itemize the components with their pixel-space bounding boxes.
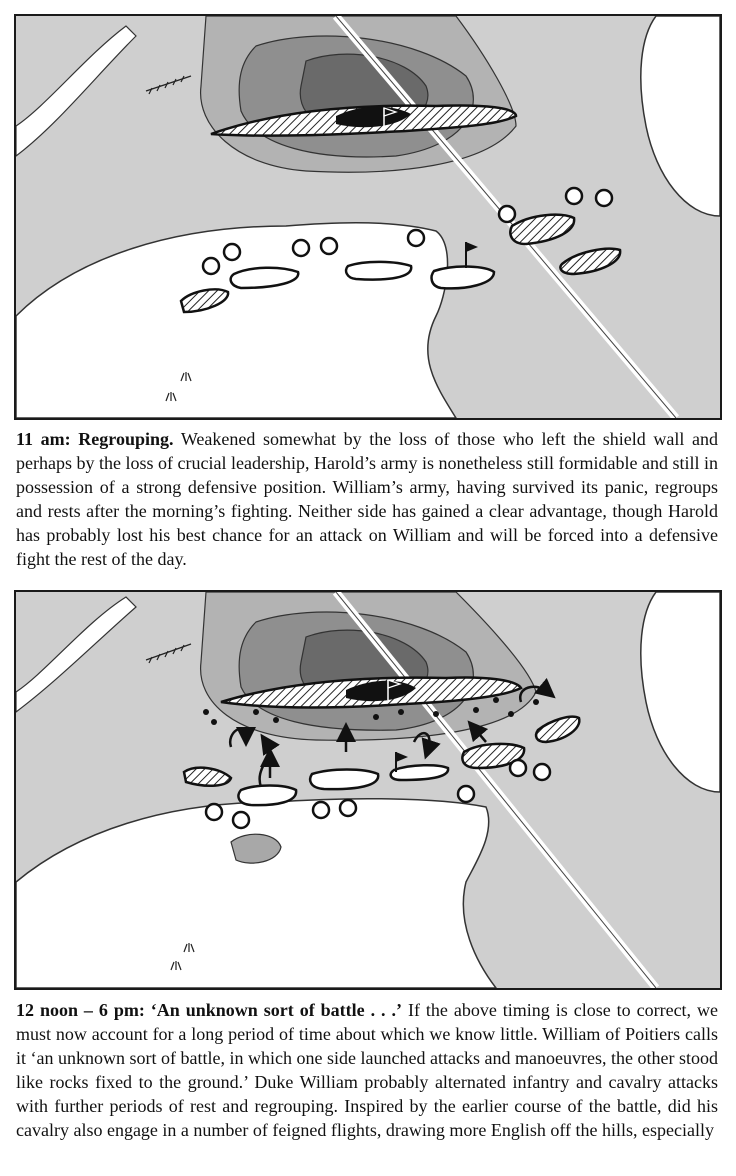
norman-unit: [238, 786, 296, 806]
norman-unit: [510, 215, 574, 244]
movement-arrow: [260, 742, 269, 787]
caption-title: 12 noon – 6 pm: ‘An unknown sort of battle . . .’: [16, 1000, 402, 1020]
caption-title: 11 am: Regrouping.: [16, 429, 174, 449]
battle-map-11am: [16, 16, 720, 418]
banner-flag-icon: [466, 242, 478, 268]
caption-regrouping: [16, 427, 718, 571]
norman-unit: [560, 249, 620, 274]
caption-unknown-battle: [16, 998, 718, 1142]
norman-unit: [536, 717, 579, 742]
norman-unit: [184, 768, 231, 786]
battle-map-noon-6pm: [16, 592, 720, 988]
norman-unit: [346, 262, 411, 280]
movement-arrow: [230, 729, 246, 747]
lowland-west: [16, 597, 136, 712]
lowland-south: [16, 799, 496, 988]
lowland-east: [641, 592, 720, 792]
map-panel-regrouping: [14, 14, 722, 420]
norman-unit: [432, 267, 494, 289]
norman-unit: [310, 770, 378, 790]
caption-text: If the above timing is close to correct, we must now account for a long period of time about which we know little. William of Poitiers calls it ‘an unknown sort of battle, in which one side launched attacks and manoeuvres, the other stood like rocks fixed to the ground.’ Duke William probably alternated infantry and cavalry attacks with further periods of rest and regrouping. Inspired by the earlier course of the battle, did his cavalry also engage in a number of feigned flights, drawing more English off the hills, especially: [16, 1000, 719, 1140]
map-panel-unknown-battle: [14, 590, 722, 990]
norman-unit: [391, 765, 448, 780]
lowland-east: [641, 16, 720, 216]
movement-arrow: [474, 728, 486, 742]
lowland-west: [16, 26, 136, 156]
caption-text: Weakened somewhat by the loss of those who left the shield wall and perhaps by the loss of crucial leadership, Harold’s army is nonetheless still formidable and still in possession of a strong defensive position. William’s army, having survived its panic, regroups and rests after the morning’s fighting. Neither side has gained a clear advantage, though Harold has probably lost his best chance for an attack on William and will be forced into a defensive fight the rest of the day.: [16, 429, 718, 569]
